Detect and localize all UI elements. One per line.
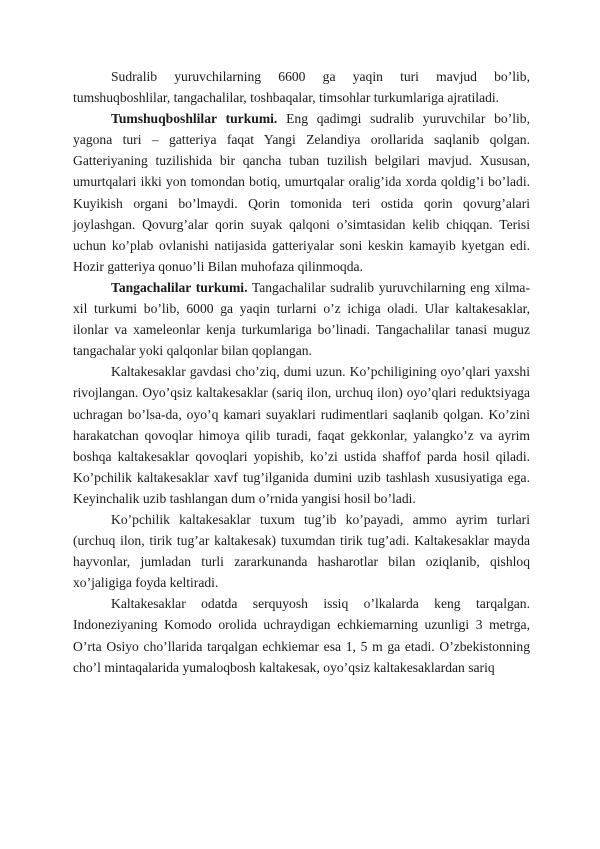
section-heading: Tumshuqboshlilar turkumi. bbox=[111, 111, 278, 127]
paragraph-text: Ko’pchilik kaltakesaklar tuxum tug’ib ko’payadi, ammo ayrim turlari (urchuq ilon, tirik tug’ar kaltakesak) tuxumdan tirik tug’adi. Kaltakesaklar mayda hayvonlar, jumladan turli zararkunanda hasharotlar bilan oziqlanib, qishloq xo’jaligiga foyda keltiradi. bbox=[73, 511, 530, 591]
paragraph-kaltakesaklar-reproduction bbox=[73, 509, 530, 593]
paragraph-tangachalilar bbox=[73, 277, 530, 361]
paragraph-text: Tangachalilar sudralib yuruvchilarning eng xilma-xil turkumi bo’lib, 6000 ga yaqin turlarni o’z ichiga oladi. Ular kaltakesaklar, ilonlar va xameleonlar kenja turkumlariga bo’linadi. Tangachalilar tanasi muguz tangachalar yoki qalqonlar bilan qoplangan. bbox=[73, 279, 530, 359]
paragraph-kaltakesaklar-body bbox=[73, 361, 530, 509]
paragraph-text: Kaltakesaklar odatda serquyosh issiq o’lkalarda keng tarqalgan. Indoneziyaning Komodo orolida uchraydigan echkiemarning uzunligi 3 metrga, O’rta Osiyo cho’llarida tarqalgan echkiemar esa 1, 5 m ga etadi. O’zbekistonning cho’l mintaqalarida yumaloqbosh kaltakesak, oyo’qsiz kaltakesaklardan sariq bbox=[73, 596, 530, 675]
paragraph-tumshuqboshlilar bbox=[73, 108, 530, 277]
document-page bbox=[73, 66, 530, 678]
paragraph-kaltakesaklar-distribution bbox=[73, 593, 530, 677]
paragraph-intro bbox=[73, 66, 530, 108]
paragraph-text: Kaltakesaklar gavdasi cho’ziq, dumi uzun. Ko’pchiligining oyo’qlari yaxshi rivojlangan. Oyo’qsiz kaltakesaklar (sariq ilon, urchuq ilon) oyo’qlari reduktsiyaga uchragan bo’lsa-da, oyo’q kamari suyaklari rudimentlari saqlanib qolgan. Ko’zini harakatchan qovoqlar himoya qilib turadi, faqat gekkonlar, yalangko’z va ayrim boshqa kaltakesaklar qovoqlari yopishib, ko’zi ustida shaffof parda hosil qiladi. Ko’pchilik kaltakesaklar xavf tug’ilganida dumini uzib tashlash xususiyatiga ega. Keyinchalik uzib tashlangan dum o’rnida yangisi hosil bo’ladi. bbox=[73, 364, 530, 506]
section-heading: Tangachalilar turkumi. bbox=[111, 279, 248, 295]
paragraph-text: Eng qadimgi sudralib yuruvchilar bo’lib, yagona turi – gatteriya faqat Yangi Zelandiya orollarida saqlanib qolgan. Gatteriyaning tuzilishida bir qancha tuban tuzilish belgilari mavjud. Xususan, umurtqalari ikki yon tomondan botiq, umurtqalar oralig’ida xorda qoldig’i bo’ladi. Kuyikish organi bo’lmaydi. Qorin tomonida teri ostida qorin qovurg’alari joylashgan. Qovurg’alar qorin suyak qalqoni o’simtasidan kelib chiqqan. Terisi uchun ko’plab ovlanishi natijasida gatteriyalar soni keskin kamayib kyetgan edi. Hozir gatteriya qonuo’li Bilan muhofaza qilinmoqda. bbox=[73, 111, 531, 274]
paragraph-text: Sudralib yuruvchilarning 6600 ga yaqin turi mavjud bo’lib, tumshuqboshlilar, tangachalilar, toshbaqalar, timsohlar turkumlariga ajratiladi. bbox=[73, 69, 530, 106]
